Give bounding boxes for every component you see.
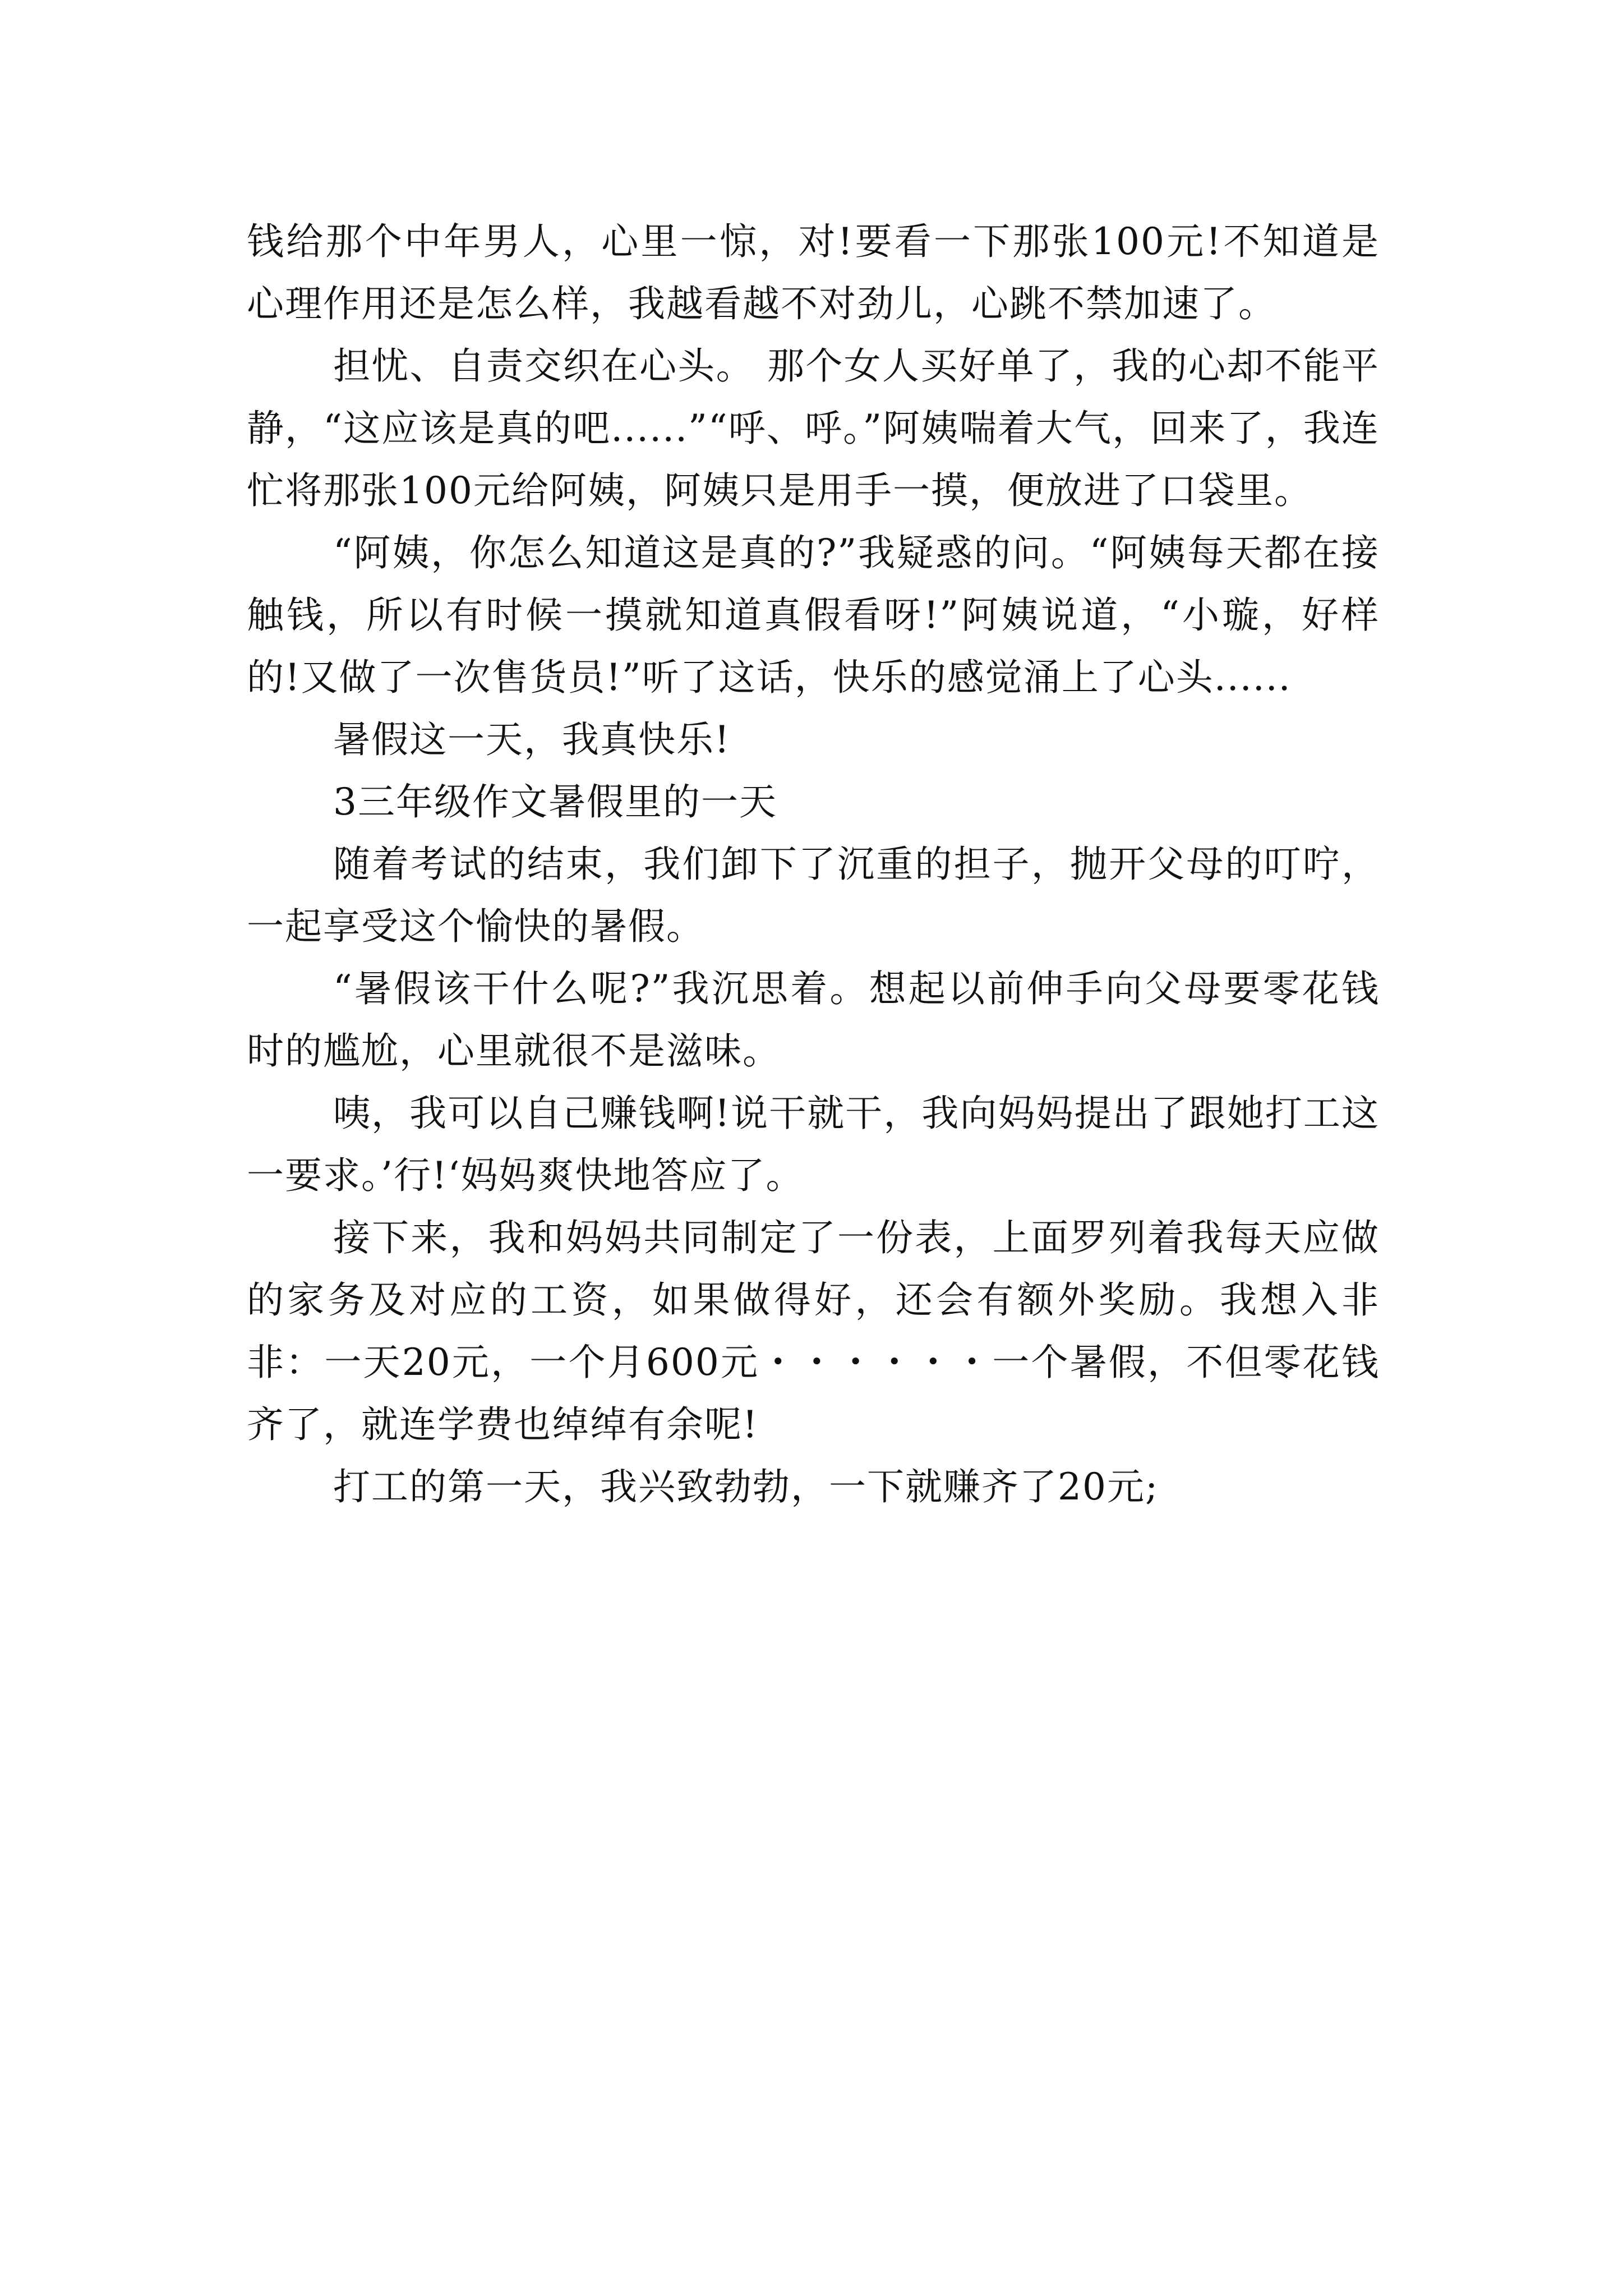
paragraph-4: 暑假这一天，我真快乐! — [333, 718, 731, 761]
paragraph-9: 接下来，我和妈妈共同制定了一份表，上面罗列着我每天应做的家务及对应的工资，如果做得好，还会有额外奖励。我想入非非：一天20元，一个月600元・・・・・・一个暑假，不但零花钱齐了，就连学费也绰绰有余呢! — [247, 1216, 1380, 1446]
paragraph-2: 担忧、自责交织在心头。 那个女人买好单了，我的心却不能平静，“这应该是真的吧......”“呼、呼。”阿姨喘着大气，回来了，我连忙将那张100元给阿姨，阿姨只是用手一摸，便放进了口袋里。 — [247, 344, 1380, 512]
paragraph-6: 随着考试的结束，我们卸下了沉重的担子，抛开父母的叮咛，一起享受这个愉快的暑假。 — [247, 843, 1380, 948]
document-body — [247, 210, 1380, 1518]
paragraph-3: “阿姨，你怎么知道这是真的?”我疑惑的问。“阿姨每天都在接触钱，所以有时候一摸就知道真假看呀!”阿姨说道，“小璇，好样的!又做了一次售货员!”听了这话，快乐的感觉涌上了心头...... — [247, 531, 1380, 699]
paragraph-1: 钱给那个中年男人，心里一惊，对!要看一下那张100元!不知道是心理作用还是怎么样，我越看越不对劲儿，心跳不禁加速了。 — [247, 220, 1380, 325]
paragraph-7: “暑假该干什么呢?”我沉思着。想起以前伸手向父母要零花钱时的尴尬，心里就很不是滋味。 — [247, 967, 1380, 1073]
section-heading: 3三年级作文暑假里的一天 — [333, 780, 777, 823]
paragraph-10: 打工的第一天，我兴致勃勃，一下就赚齐了20元; — [333, 1465, 1159, 1508]
paragraph-8: 咦，我可以自己赚钱啊!说干就干，我向妈妈提出了跟她打工这一要求。’行!‘妈妈爽快地答应了。 — [247, 1092, 1380, 1197]
